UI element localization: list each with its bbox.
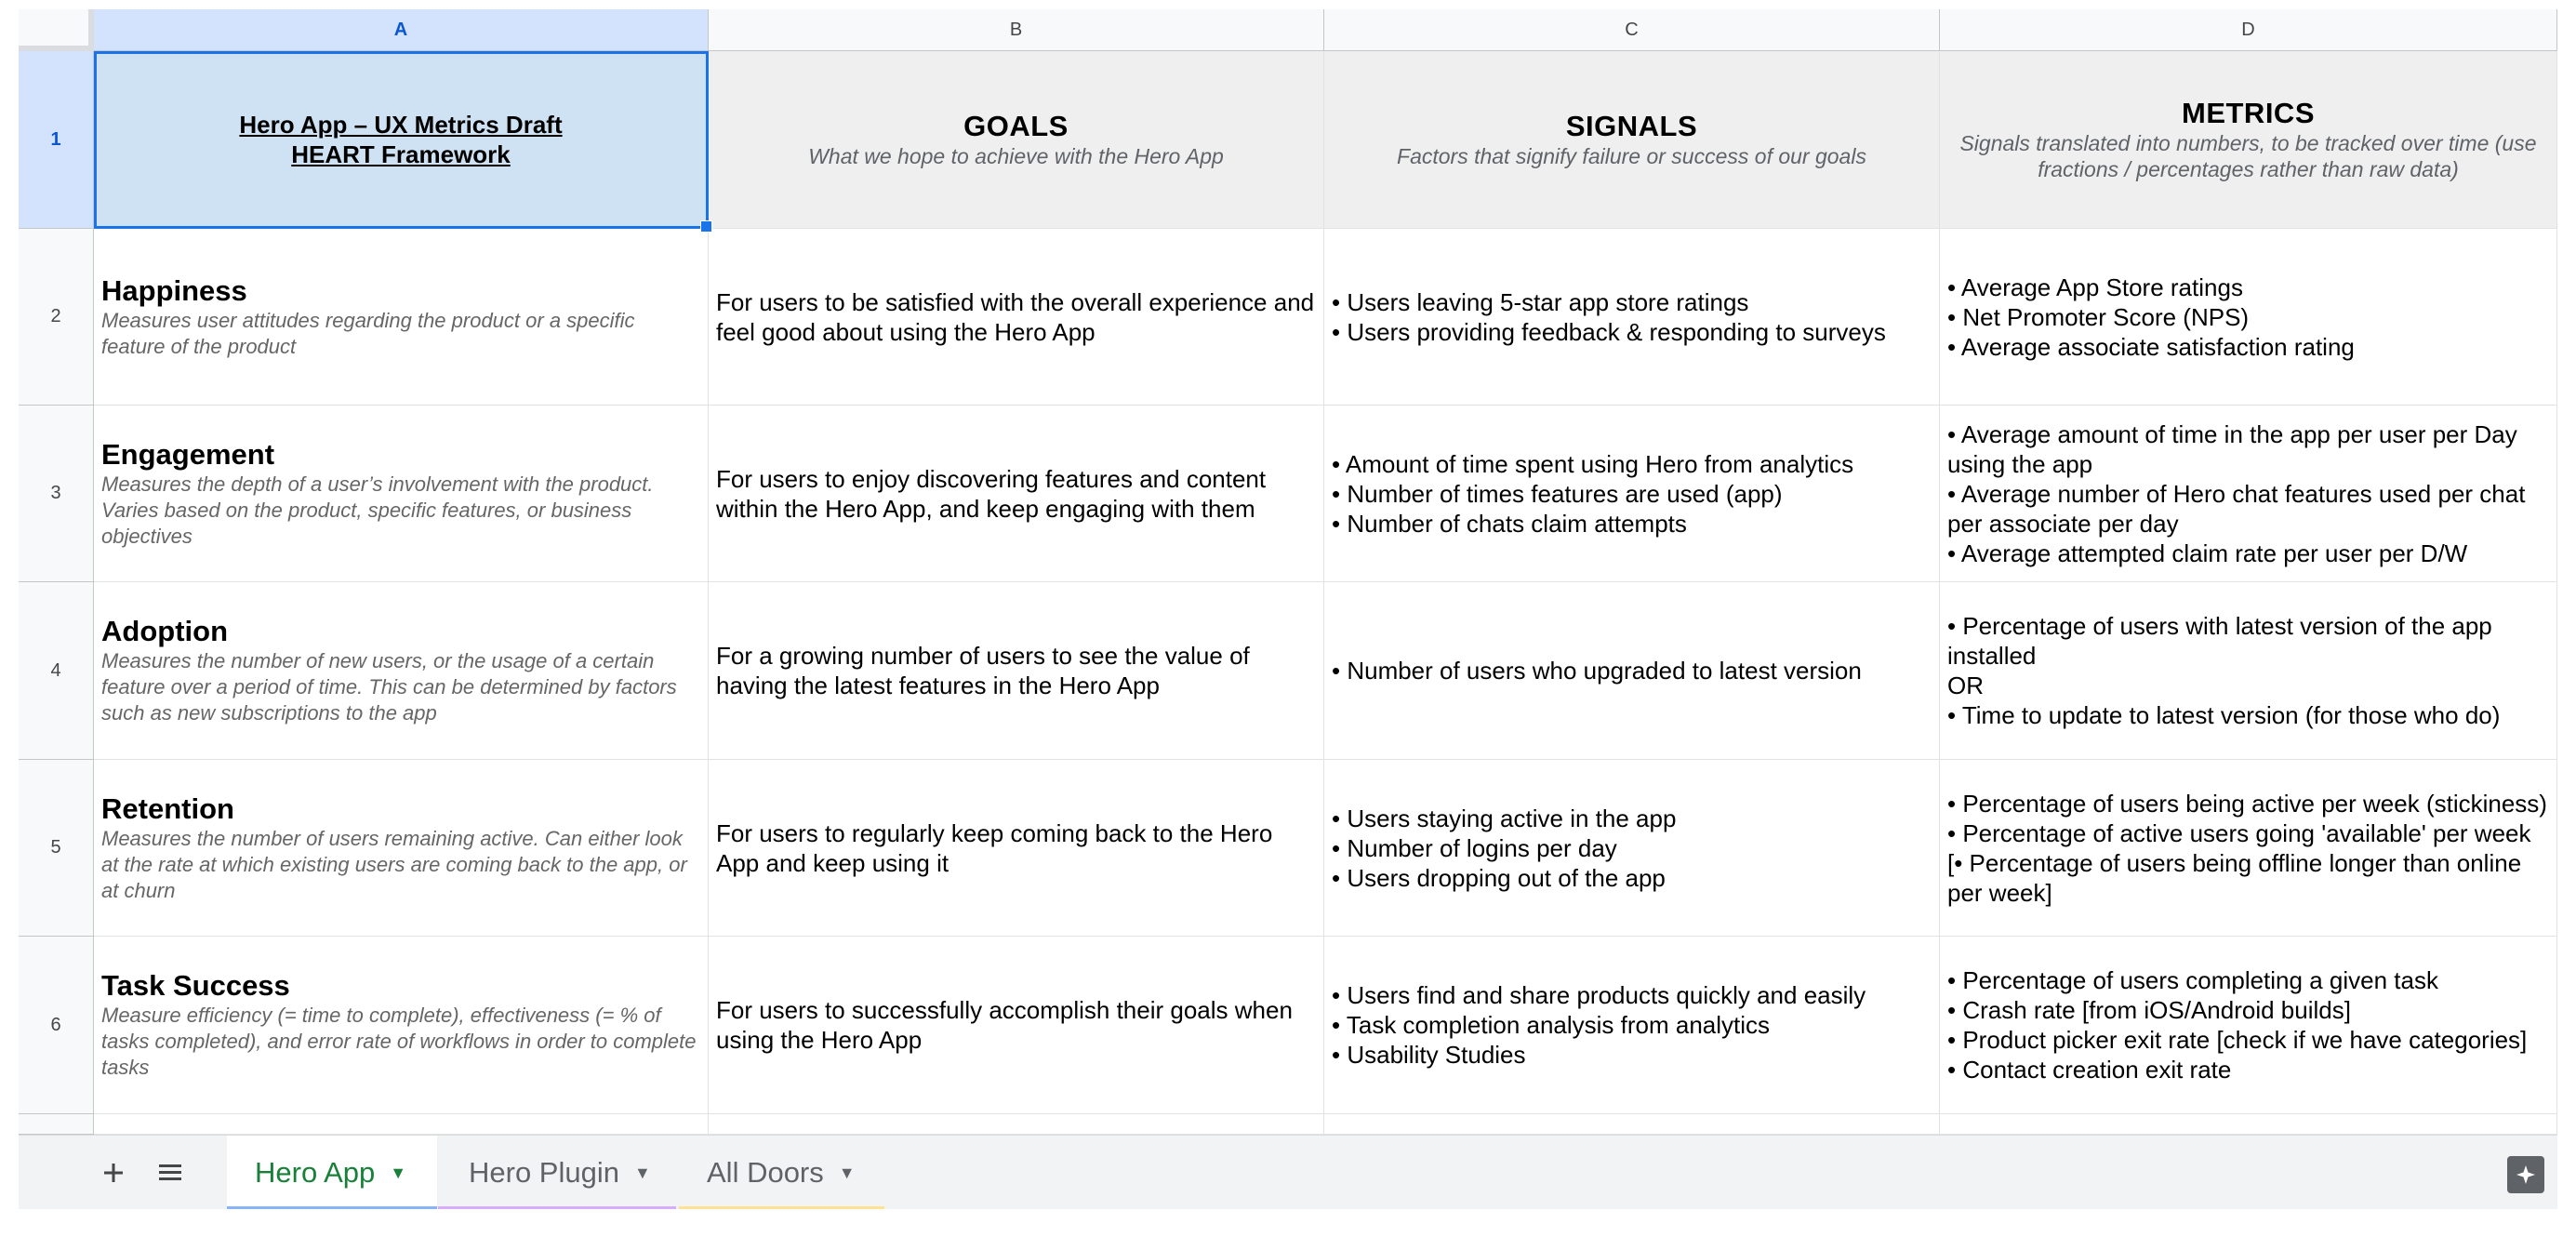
cell-b5[interactable] bbox=[709, 760, 1324, 937]
cell-c1[interactable] bbox=[1324, 51, 1940, 229]
signal-item: • Number of times features are used (app) bbox=[1332, 479, 1783, 508]
metric-item: • Time to update to latest version (for those who do) bbox=[1947, 701, 2501, 729]
goal-text: For a growing number of users to see the value of having the latest features in the Hero App bbox=[716, 642, 1250, 699]
cell-a7[interactable] bbox=[94, 1114, 709, 1135]
cell-b2[interactable] bbox=[709, 229, 1324, 406]
dimension-description: Measures the number of users remaining active. Can either look at the rate at which existing users are coming back to the app, or at churn bbox=[101, 826, 687, 902]
goal-text: For users to be satisfied with the overall experience and feel good about using the Hero App bbox=[716, 287, 1315, 346]
cell-a4[interactable] bbox=[94, 582, 709, 760]
dimension-name: Engagement bbox=[101, 437, 275, 471]
dimension-name: Task Success bbox=[101, 969, 290, 1002]
metric-item: • Product picker exit rate [check if we have categories] bbox=[1947, 1026, 2528, 1054]
metric-item: • Average attempted claim rate per user per D/W bbox=[1947, 539, 2468, 567]
cell-a6[interactable] bbox=[94, 937, 709, 1114]
signal-item: • Users staying active in the app bbox=[1332, 804, 1677, 832]
dimension-name: Adoption bbox=[101, 615, 229, 647]
cell-b1[interactable] bbox=[709, 51, 1324, 229]
window-bottom-margin bbox=[0, 1209, 2576, 1237]
goal-text: For users to regularly keep coming back to the Hero App and keep using it bbox=[716, 818, 1273, 877]
signal-item: • Users find and share products quickly and easily bbox=[1332, 981, 1866, 1009]
dimension-name: Happiness bbox=[101, 273, 247, 307]
metric-item: • Percentage of users being active per week (stickiness) bbox=[1947, 789, 2547, 818]
signal-item: • Number of users who upgraded to latest version bbox=[1332, 657, 1862, 685]
cell-d6[interactable] bbox=[1940, 937, 2557, 1114]
metric-item: • Percentage of users completing a given task bbox=[1947, 966, 2438, 994]
caret-down-icon[interactable]: ▼ bbox=[633, 1163, 651, 1182]
tab-label: Hero App bbox=[255, 1156, 376, 1189]
signal-item: • Users dropping out of the app bbox=[1332, 863, 1666, 892]
row-header-7[interactable] bbox=[19, 1114, 94, 1135]
metrics-subheading: Signals translated into numbers, to be tracked over time (use fractions / percentages rather than raw data) bbox=[1959, 131, 2537, 181]
metric-item: • Net Promoter Score (NPS) bbox=[1947, 302, 2250, 331]
signal-item: • Number of logins per day bbox=[1332, 833, 1617, 862]
metric-item: • Average App Store ratings bbox=[1947, 273, 2243, 301]
column-header-c[interactable]: C bbox=[1324, 9, 1940, 51]
cell-d3[interactable] bbox=[1940, 406, 2557, 582]
signals-heading: SIGNALS bbox=[1565, 110, 1698, 142]
explore-icon bbox=[2515, 1164, 2537, 1186]
tab-all-doors[interactable] bbox=[679, 1136, 884, 1210]
metric-item: • Crash rate [from iOS/Android builds] bbox=[1947, 996, 2351, 1024]
dimension-name: Retention bbox=[101, 791, 234, 825]
signal-item: • Users leaving 5-star app store ratings bbox=[1332, 287, 1749, 316]
signal-item: • Usability Studies bbox=[1332, 1041, 1526, 1069]
row-header-1[interactable]: 1 bbox=[19, 51, 94, 229]
cell-a5[interactable] bbox=[94, 760, 709, 937]
dimension-description: Measures user attitudes regarding the product or a specific feature of the product bbox=[101, 308, 635, 358]
list-icon bbox=[157, 1161, 183, 1185]
cell-c5[interactable] bbox=[1324, 760, 1940, 937]
add-sheet-button[interactable] bbox=[95, 1154, 132, 1191]
goal-text: For users to enjoy discovering features and content within the Hero App, and keep engaging with them bbox=[716, 464, 1267, 523]
column-header-a[interactable]: A bbox=[94, 9, 709, 51]
dimension-description: Measures the number of new users, or the usage of a certain feature over a period of time. This can be determined by factors such as new subscriptions to the app bbox=[101, 649, 677, 725]
caret-down-icon[interactable]: ▼ bbox=[838, 1163, 856, 1182]
goals-heading: GOALS bbox=[963, 110, 1069, 142]
cell-b3[interactable] bbox=[709, 406, 1324, 582]
tab-hero-plugin[interactable] bbox=[438, 1136, 676, 1210]
metric-item: • Average amount of time in the app per user per Day using the app bbox=[1947, 419, 2524, 478]
metric-item: • Percentage of users with latest version of the app installed bbox=[1947, 612, 2499, 670]
cell-d5[interactable] bbox=[1940, 760, 2557, 937]
cell-c4[interactable] bbox=[1324, 582, 1940, 760]
signal-item: • Users providing feedback & responding to surveys bbox=[1332, 317, 1886, 346]
cell-a1[interactable] bbox=[94, 51, 709, 229]
cell-c6[interactable] bbox=[1324, 937, 1940, 1114]
sheet-title-line2: HEART Framework bbox=[291, 140, 511, 168]
cell-b4[interactable] bbox=[709, 582, 1324, 760]
plus-icon bbox=[101, 1161, 126, 1185]
tab-label: Hero Plugin bbox=[469, 1156, 619, 1189]
dimension-description: Measures the depth of a user’s involvement with the product. Varies based on the product, specific features, or business objectives bbox=[101, 472, 654, 548]
tab-hero-app[interactable] bbox=[227, 1136, 437, 1210]
metrics-heading: METRICS bbox=[2182, 97, 2315, 129]
row-header-6[interactable]: 6 bbox=[19, 937, 94, 1114]
signals-subheading: Factors that signify failure or success of our goals bbox=[1397, 144, 1866, 168]
metric-item: • Percentage of active users going 'available' per week bbox=[1947, 818, 2531, 847]
cell-b6[interactable] bbox=[709, 937, 1324, 1114]
row-header-3[interactable]: 3 bbox=[19, 406, 94, 582]
cell-d2[interactable] bbox=[1940, 229, 2557, 406]
cell-c2[interactable] bbox=[1324, 229, 1940, 406]
metric-item: • Average associate satisfaction rating bbox=[1947, 332, 2355, 361]
row-header-2[interactable]: 2 bbox=[19, 229, 94, 406]
signal-item: • Amount of time spent using Hero from analytics bbox=[1332, 449, 1854, 478]
caret-down-icon[interactable]: ▼ bbox=[390, 1163, 407, 1182]
tab-label: All Doors bbox=[707, 1156, 824, 1189]
metric-item: OR bbox=[1947, 672, 1984, 699]
row-header-5[interactable]: 5 bbox=[19, 760, 94, 937]
dimension-description: Measure efficiency (= time to complete), effectiveness (= % of tasks completed), and error rate of workflows in order to complete tasks bbox=[101, 1004, 697, 1079]
goals-subheading: What we hope to achieve with the Hero App bbox=[808, 144, 1224, 168]
right-margin bbox=[2557, 9, 2576, 1209]
cell-d1[interactable] bbox=[1940, 51, 2557, 229]
cell-d7[interactable] bbox=[1940, 1114, 2557, 1135]
select-all-corner[interactable] bbox=[19, 9, 94, 51]
cell-d4[interactable] bbox=[1940, 582, 2557, 760]
goal-text: For users to successfully accomplish their goals when using the Hero App bbox=[716, 996, 1293, 1054]
sheet-title-line1: Hero App – UX Metrics Draft bbox=[239, 111, 563, 139]
cell-c7[interactable] bbox=[1324, 1114, 1940, 1135]
all-sheets-button[interactable] bbox=[152, 1154, 189, 1191]
cell-a2[interactable] bbox=[94, 229, 709, 406]
metric-item: [• Percentage of users being offline longer than online per week] bbox=[1947, 848, 2529, 907]
cell-b7[interactable] bbox=[709, 1114, 1324, 1135]
metric-item: • Contact creation exit rate bbox=[1947, 1056, 2232, 1084]
signal-item: • Number of chats claim attempts bbox=[1332, 509, 1687, 538]
column-header-d[interactable]: D bbox=[1940, 9, 2557, 51]
metric-item: • Average number of Hero chat features used per chat per associate per day bbox=[1947, 479, 2532, 538]
row-header-4[interactable]: 4 bbox=[19, 582, 94, 760]
cell-a3[interactable] bbox=[94, 406, 709, 582]
column-header-b[interactable]: B bbox=[709, 9, 1324, 51]
signal-item: • Task completion analysis from analytics bbox=[1332, 1011, 1771, 1039]
cell-c3[interactable] bbox=[1324, 406, 1940, 582]
explore-button[interactable] bbox=[2507, 1156, 2544, 1193]
sheet-tab-bar bbox=[19, 1135, 2557, 1209]
